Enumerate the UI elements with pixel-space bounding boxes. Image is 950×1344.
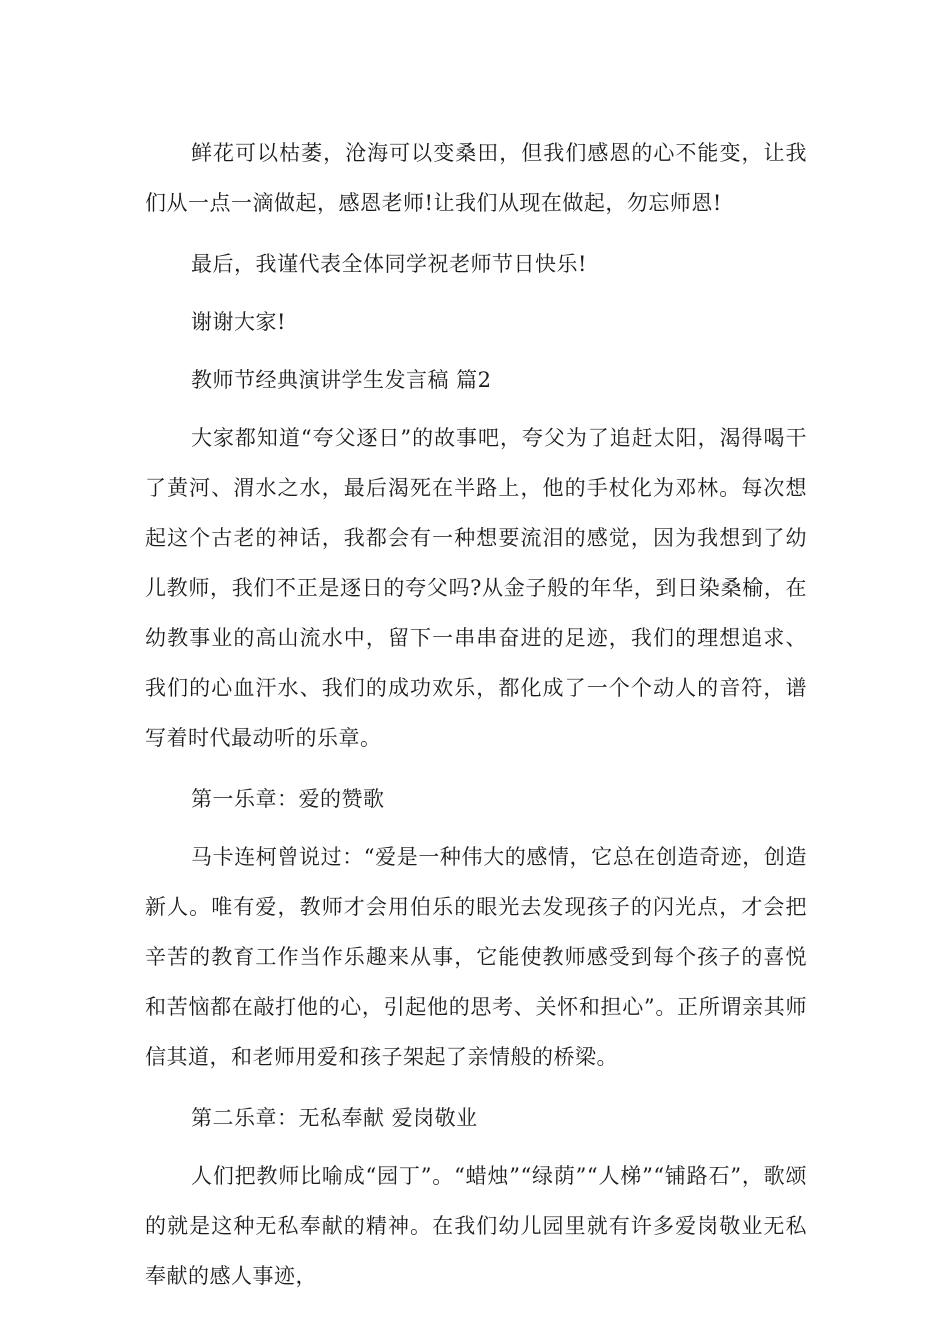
paragraph-gardener: 人们把教师比喻成“园丁”。“蜡烛”“绿荫”“人梯”“铺路石”，歌颂的就是这种无私奉献的精神。在我们幼儿园里就有许多爱岗敬业无私奉献的感人事迹， [145,1164,807,1288]
paragraph-closing-wishes: 最后，我谨代表全体同学祝老师节日快乐! [191,252,587,276]
section-heading-part2: 教师节经典演讲学生发言稿 篇2 [191,368,492,392]
chapter-heading-2: 第二乐章：无私奉献 爱岗敬业 [191,1106,478,1130]
paragraph-thanks: 谢谢大家! [191,310,286,334]
chapter-heading-1: 第一乐章：爱的赞歌 [191,787,385,811]
document-body [145,128,807,1312]
paragraph-kuafu: 大家都知道“夸父逐日”的故事吧，夸父为了追赶太阳，渴得喝干了黄河、渭水之水，最后渴死在半路上，他的手杖化为邓林。每次想起这个古老的神话，我都会有一种想要流泪的感觉，因为我想到了幼儿教师，我们不正是逐日的夸父吗?从金子般的年华，到日染桑榆，在幼教事业的高山流水中，留下一串串奋进的足迹，我们的理想追求、我们的心血汗水、我们的成功欢乐，都化成了一个个动人的音符，谱写着时代最动听的乐章。 [145,426,807,750]
paragraph-gratitude: 鲜花可以枯萎，沧海可以变桑田，但我们感恩的心不能变，让我们从一点一滴做起，感恩老师!让我们从现在做起，勿忘师恩! [145,141,807,215]
paragraph-makarenko: 马卡连柯曾说过：“爱是一种伟大的感情，它总在创造奇迹，创造新人。唯有爱，教师才会用伯乐的眼光去发现孩子的闪光点，才会把辛苦的教育工作当作乐趣来从事，它能使教师感受到每个孩子的喜悦和苦恼都在敲打他的心，引起他的思考、关怀和担心”。正所谓亲其师信其道，和老师用爱和孩子架起了亲情般的桥梁。 [145,845,807,1069]
